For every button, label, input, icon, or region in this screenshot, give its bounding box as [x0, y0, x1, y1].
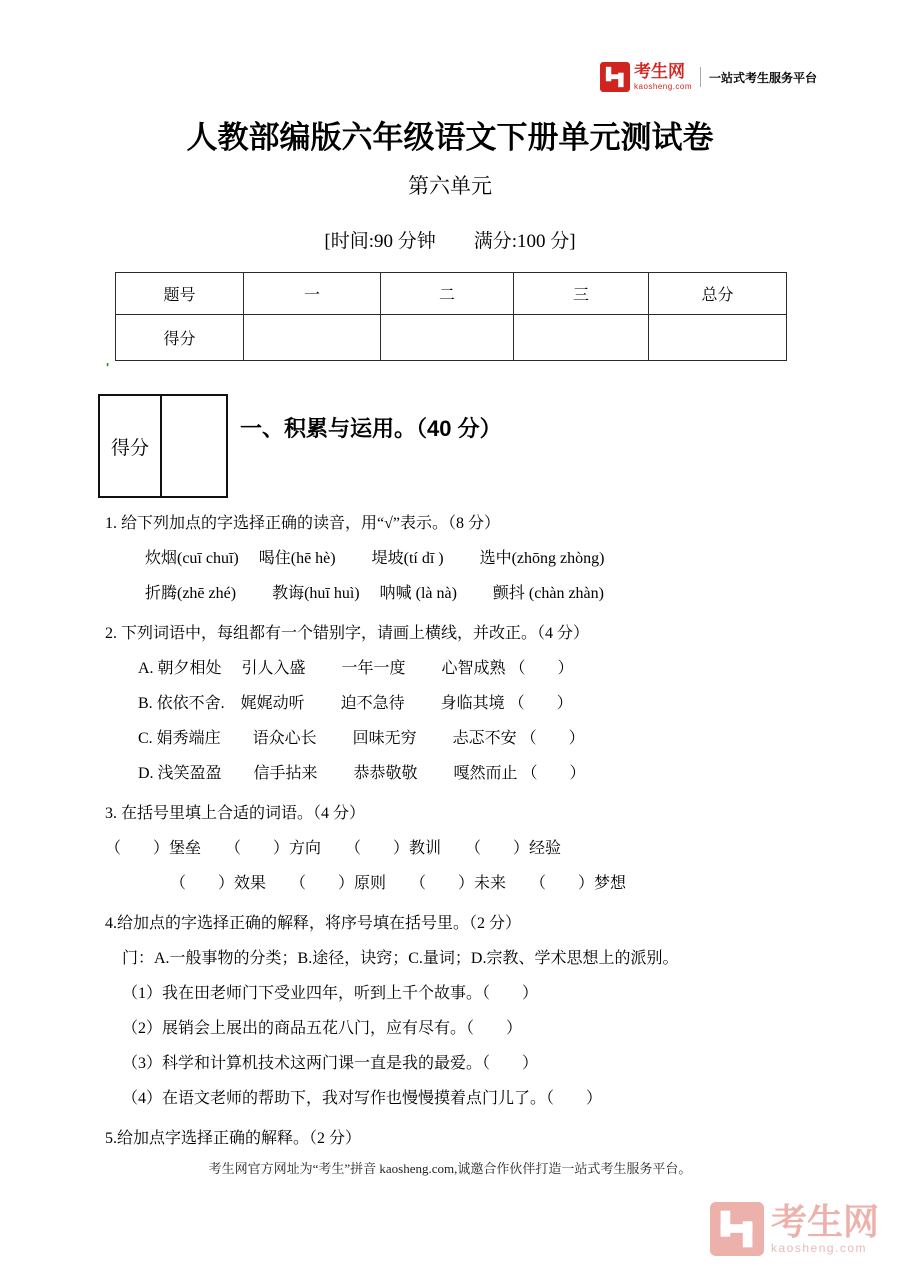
question-4-item-3: （3）科学和计算机技术这两门课一直是我的最爱。（ ） — [122, 1055, 539, 1072]
section-score-label: 得分 — [100, 396, 162, 496]
section-score-box — [98, 394, 228, 498]
question-1-stem: 1. 给下列加点的字选择正确的读音，用“√”表示。（8 分） — [105, 515, 500, 532]
logo-tagline: 一站式考生服务平台 — [709, 71, 818, 85]
score-table-header-cell: 二 — [381, 273, 514, 315]
logo-domain: kaosheng.com — [634, 81, 693, 91]
score-table-header-cell: 总分 — [649, 273, 787, 315]
kaosheng-watermark-icon — [710, 1202, 764, 1256]
page-title: 人教部编版六年级语文下册单元测试卷 — [186, 120, 714, 155]
page-subtitle: 第六单元 — [408, 174, 492, 198]
score-table-row-label: 得分 — [116, 315, 244, 361]
question-4-definition: 门：A.一般事物的分类；B.途径，诀窍；C.量词；D.宗教、学术思想上的派别。 — [122, 950, 679, 967]
kaosheng-logo-icon — [600, 62, 630, 92]
logo-text — [634, 62, 692, 91]
score-table-header-cell: 三 — [514, 273, 649, 315]
question-3-blank-line: （ ）堡垒 （ ）方向 （ ）教训 （ ）经验 — [105, 840, 562, 857]
questions-block — [105, 506, 821, 1156]
score-table-empty-cell — [381, 315, 514, 361]
question-5-stem: 5.给加点字选择正确的解释。（2 分） — [105, 1130, 362, 1147]
logo-brand: 考生网 — [634, 62, 685, 81]
section-score-blank — [162, 396, 226, 496]
watermark-domain: kaosheng.com — [771, 1240, 868, 1255]
question-1-pinyin-line: 折腾(zhē zhé) 教诲(huī huì) 呐喊 (là nà) 颤抖 (chàn zhàn) — [145, 585, 604, 602]
question-4-item-4: （4）在语文老师的帮助下，我对写作也慢慢摸着点门儿了。（ ） — [122, 1090, 603, 1107]
question-1-pinyin-line: 炊烟(cuī chuī) 喝住(hē hè) 堤坡(tí dī ) 选中(zhōng zhòng) — [145, 550, 605, 567]
question-3-stem: 3. 在括号里填上合适的词语。（4 分） — [105, 805, 366, 822]
score-summary-table — [115, 272, 787, 361]
time-score-line: [时间:90 分钟 满分:100 分] — [324, 231, 576, 252]
stray-green-mark: ' — [106, 360, 110, 375]
site-logo — [600, 62, 817, 92]
score-table-empty-cell — [649, 315, 787, 361]
score-table-header-cell: 题号 — [116, 273, 244, 315]
question-2-stem: 2. 下列词语中，每组都有一个错别字，请画上横线，并改正。（4 分） — [105, 625, 590, 642]
question-2-option-c: C. 娟秀端庄 语众心长 回味无穷 忐忑不安 （ ） — [138, 730, 585, 747]
watermark-brand: 考生网 — [771, 1201, 880, 1243]
question-2-option-d: D. 浅笑盈盈 信手拈来 恭恭敬敬 嘎然而止 （ ） — [138, 765, 586, 782]
score-table-empty-cell — [514, 315, 649, 361]
watermark-logo — [710, 1202, 879, 1256]
question-2-option-a: A. 朝夕相处 引人入盛 一年一度 心智成熟 （ ） — [138, 660, 574, 677]
watermark-text — [771, 1203, 879, 1255]
footer-note: 考生网官方网址为“考生”拼音 kaosheng.com,诚邀合作伙伴打造一站式考生服务平台。 — [208, 1161, 692, 1176]
question-4-stem: 4.给加点的字选择正确的解释，将序号填在括号里。（2 分） — [105, 915, 522, 932]
question-4-item-1: （1）我在田老师门下受业四年，听到上千个故事。（ ） — [122, 985, 539, 1002]
question-4-item-2: （2）展销会上展出的商品五花八门，应有尽有。（ ） — [122, 1020, 523, 1037]
section-title: 一、积累与运用。（40 分） — [240, 416, 502, 441]
logo-divider — [700, 67, 701, 87]
question-2-option-b: B. 依依不舍. 娓娓动听 迫不急待 身临其境 （ ） — [138, 695, 573, 712]
score-table-empty-cell — [244, 315, 381, 361]
score-table-header-cell: 一 — [244, 273, 381, 315]
question-3-blank-line: （ ）效果 （ ）原则 （ ）未来 （ ）梦想 — [170, 875, 627, 892]
